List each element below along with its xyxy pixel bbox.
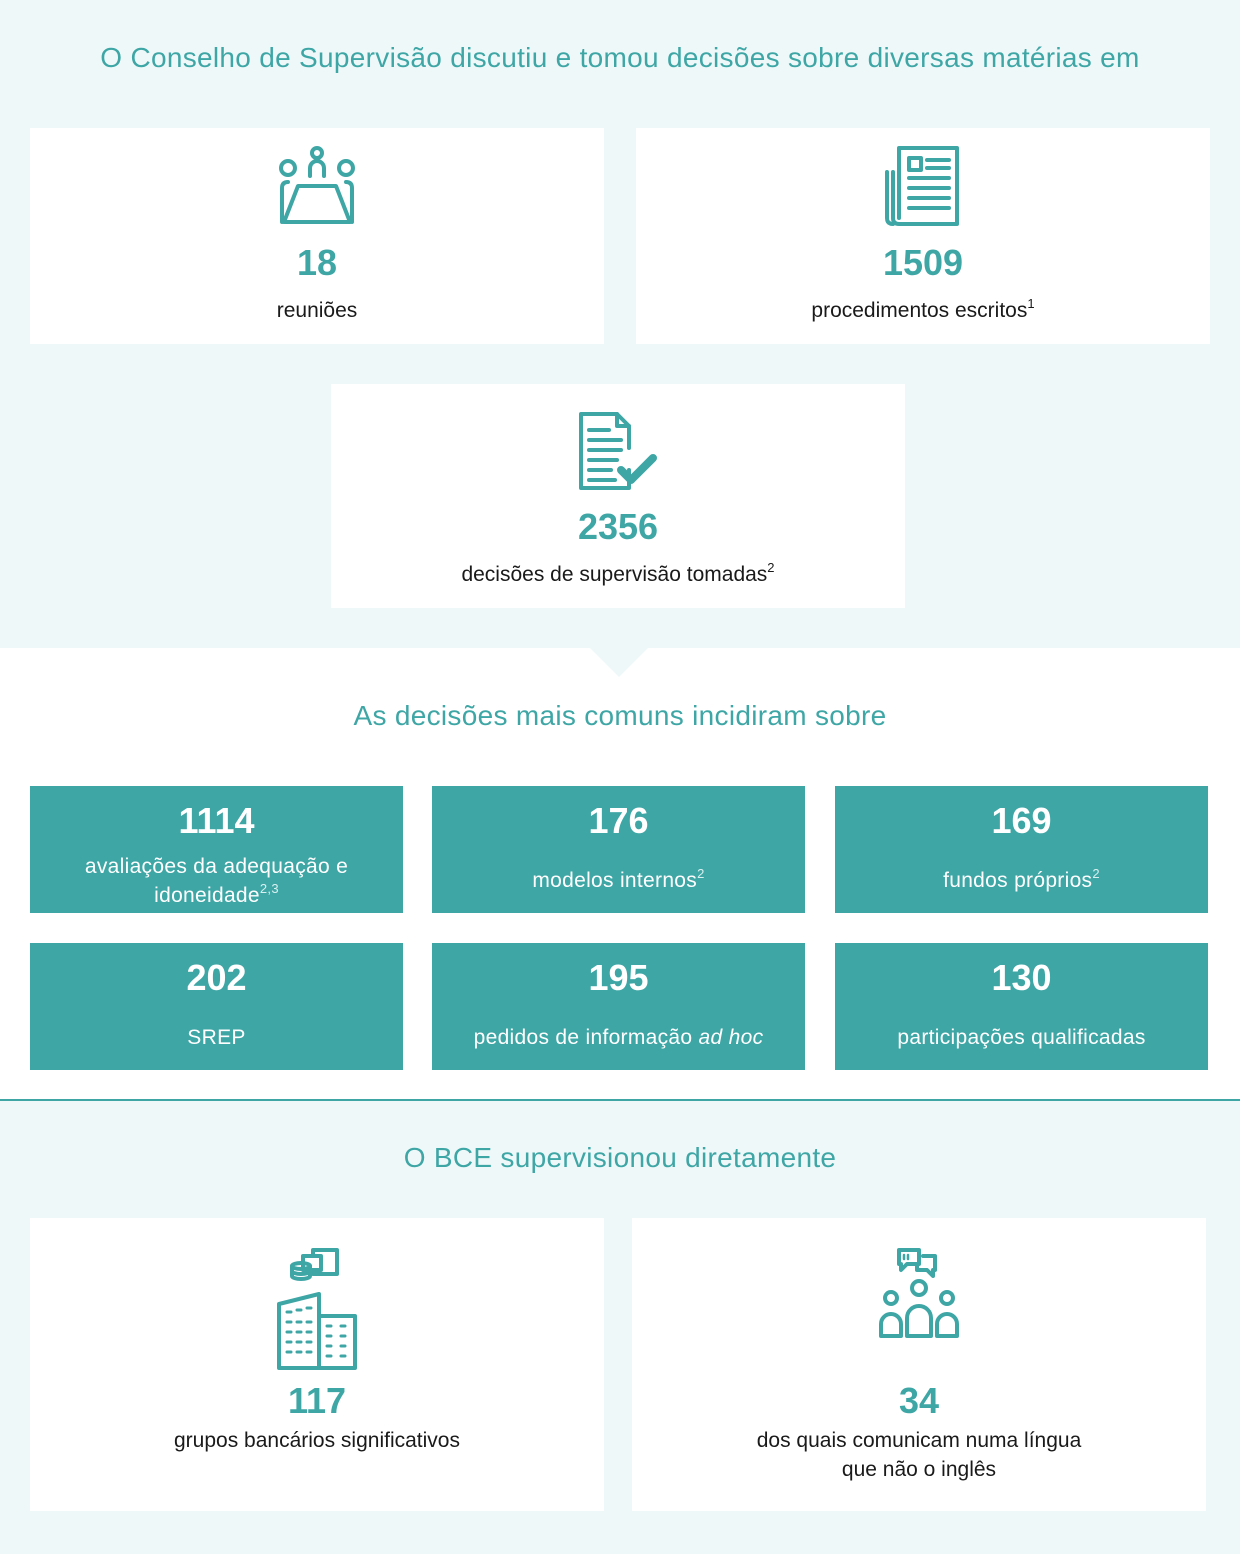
written-procedures-count: 1509 <box>882 242 964 283</box>
meetings-label: reuniões <box>276 299 358 322</box>
card-significant-groups <box>30 1218 604 1511</box>
checklist-icon <box>577 410 659 492</box>
card-meetings <box>30 128 604 344</box>
tile-ad-hoc-requests <box>432 943 805 1070</box>
decisions-count: 2356 <box>577 506 659 547</box>
tile-own-funds <box>835 786 1208 913</box>
tile-srep <box>30 943 403 1070</box>
meetings-count: 18 <box>296 242 338 283</box>
non-english-groups-label: dos quais comunicam numa língua que não o inglês <box>756 1429 1082 1481</box>
section-divider-arrow <box>589 647 649 677</box>
significant-groups-label: grupos bancários significativos <box>174 1429 460 1452</box>
internal-models-count: 176 <box>588 800 649 841</box>
ad-hoc-requests-count: 195 <box>588 957 649 998</box>
section1-heading: O Conselho de Supervisão discutiu e tomou decisões sobre diversas matérias em <box>100 42 1140 73</box>
ad-hoc-requests-label: pedidos de informação ad hoc <box>473 1026 764 1049</box>
non-english-groups-count: 34 <box>898 1380 940 1421</box>
srep-count: 202 <box>186 957 247 998</box>
own-funds-count: 169 <box>991 800 1052 841</box>
fit-and-proper-label: avaliações da adequação e idoneidade$^{2,3}$ <box>84 855 349 907</box>
tile-qualifying-holdings <box>835 943 1208 1070</box>
qualifying-holdings-count: 130 <box>991 957 1052 998</box>
card-non-english-groups <box>632 1218 1206 1511</box>
tile-fit-and-proper <box>30 786 403 913</box>
bank-buildings-icon <box>275 1246 359 1370</box>
card-supervisory-decisions <box>331 384 905 608</box>
card-written-procedures <box>636 128 1210 344</box>
decisions-label: decisões de supervisão tomadas$^2$ <box>461 560 775 586</box>
section3-heading: O BCE supervisionou diretamente <box>403 1142 837 1173</box>
meeting-table-icon <box>276 146 358 226</box>
written-procedures-label: procedimentos escritos$^1$ <box>811 296 1035 322</box>
multilingual-people-icon <box>877 1246 961 1342</box>
srep-label: SREP <box>187 1026 246 1049</box>
written-document-icon <box>883 146 963 226</box>
section2-heading: As decisões mais comuns incidiram sobre <box>353 700 887 731</box>
own-funds-label: fundos próprios$^2$ <box>943 866 1100 892</box>
qualifying-holdings-label: participações qualificadas <box>897 1026 1146 1049</box>
internal-models-label: modelos internos$^2$ <box>532 866 705 892</box>
tile-internal-models <box>432 786 805 913</box>
significant-groups-count: 117 <box>287 1380 347 1421</box>
fit-and-proper-count: 1114 <box>178 800 255 841</box>
